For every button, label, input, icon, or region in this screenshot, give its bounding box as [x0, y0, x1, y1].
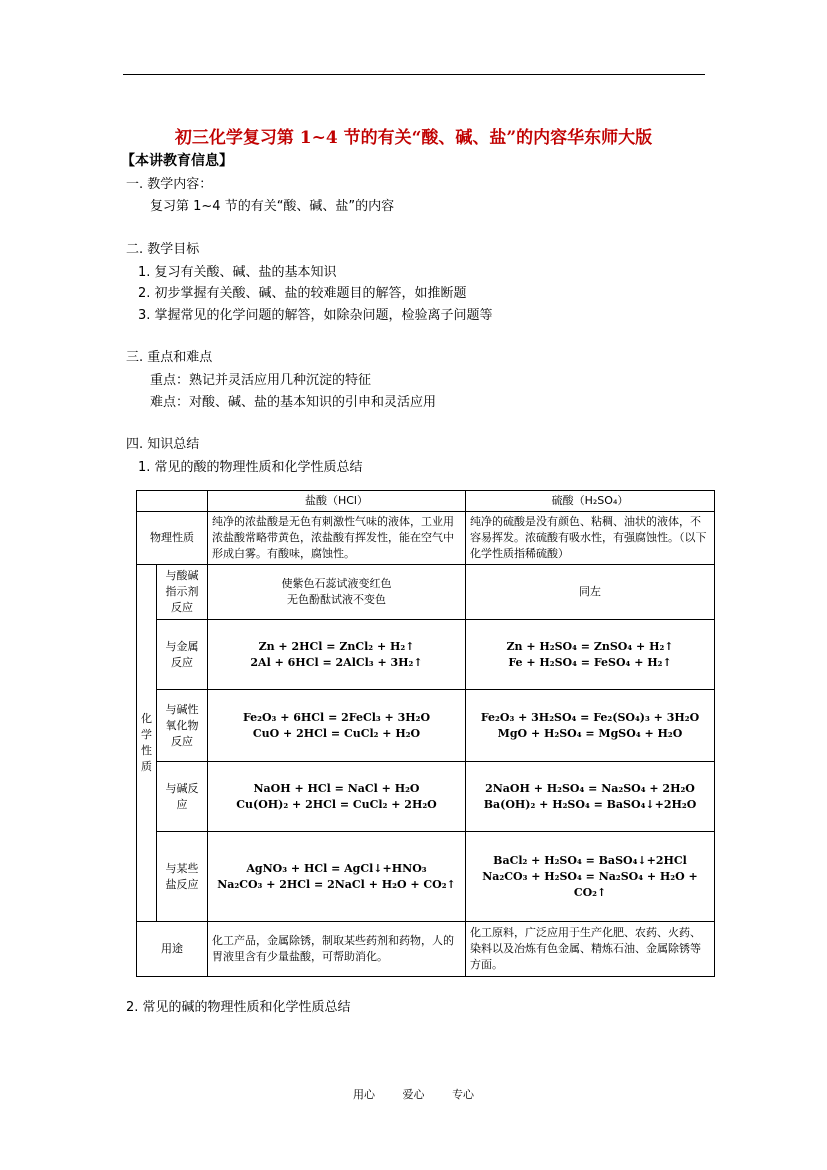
- document-title: 初三化学复习第 1~4 节的有关“酸、碱、盐”的内容华东师大版: [174, 128, 653, 148]
- use-label: 用途: [137, 922, 208, 977]
- equation: BaCl₂ + H₂SO₄ = BaSO₄↓+2HCl: [493, 853, 687, 867]
- equation: Cu(OH)₂ + 2HCl = CuCl₂ + 2H₂O: [236, 797, 437, 811]
- physical-property-h2so4: 纯净的硫酸是没有颜色、粘稠、油状的液体，不容易挥发。浓硫酸有吸水性，有强腐蚀性。（以下化学性质指稀硫酸）: [466, 512, 715, 565]
- section-1-heading: 一. 教学内容：: [126, 177, 213, 192]
- column-header-hcl: 盐酸（HCl）: [208, 491, 466, 512]
- equation: Na₂CO₃ + H₂SO₄ = Na₂SO₄ + H₂O + CO₂↑: [482, 869, 698, 899]
- column-header-h2so4: 硫酸（H₂SO₄）: [466, 491, 715, 512]
- objective-item: 2. 初步掌握有关酸、碱、盐的较难题目的解答，如推断题: [138, 286, 467, 301]
- difficult-point: 难点：对酸、碱、盐的基本知识的引申和灵活应用: [150, 395, 437, 410]
- row-label-metal: 与金属反应: [157, 620, 208, 690]
- equation: Na₂CO₃ + 2HCl = 2NaCl + H₂O + CO₂↑: [217, 877, 456, 891]
- oxide-hcl: [208, 690, 466, 762]
- oxide-h2so4: [466, 690, 715, 762]
- indicator-hcl-line: 使紫色石蕊试液变红色: [281, 577, 392, 590]
- equation: NaOH + HCl = NaCl + H₂O: [253, 781, 420, 795]
- salt-h2so4: [466, 832, 715, 922]
- metal-hcl: [208, 620, 466, 690]
- acid-properties-table: [136, 490, 715, 977]
- equation: Zn + 2HCl = ZnCl₂ + H₂↑: [258, 639, 415, 653]
- footer-text: 专心: [452, 1088, 474, 1101]
- indicator-h2so4: 同左: [466, 565, 715, 620]
- equation: Fe + H₂SO₄ = FeSO₄ + H₂↑: [508, 655, 672, 669]
- salt-hcl: [208, 832, 466, 922]
- equation: 2NaOH + H₂SO₄ = Na₂SO₄ + 2H₂O: [485, 781, 695, 795]
- physical-property-hcl: 纯净的浓盐酸是无色有刺激性气味的液体，工业用浓盐酸常略带黄色，浓盐酸有挥发性，能在空气中形成白雾。有酸味，腐蚀性。: [208, 512, 466, 565]
- equation: MgO + H₂SO₄ = MgSO₄ + H₂O: [497, 726, 683, 740]
- chemical-property-label: 化学性质: [137, 565, 157, 922]
- section-3-heading: 三. 重点和难点: [126, 350, 213, 365]
- equation: Zn + H₂SO₄ = ZnSO₄ + H₂↑: [506, 639, 674, 653]
- row-label-oxide: 与碱性氧化物反应: [157, 690, 208, 762]
- row-label-base: 与碱反应: [157, 762, 208, 832]
- header-rule: [123, 74, 705, 75]
- row-label-salt: 与某些盐反应: [157, 832, 208, 922]
- page-footer: [0, 1086, 827, 1102]
- indicator-hcl: [208, 565, 466, 620]
- key-point: 重点：熟记并灵活应用几种沉淀的特征: [150, 373, 372, 388]
- base-hcl: [208, 762, 466, 832]
- section-2-heading: 二. 教学目标: [126, 242, 200, 257]
- equation: 2Al + 6HCl = 2AlCl₃ + 3H₂↑: [250, 655, 423, 669]
- section-4-sub1: 1. 常见的酸的物理性质和化学性质总结: [138, 460, 363, 475]
- section-4-sub2: 2. 常见的碱的物理性质和化学性质总结: [126, 1000, 351, 1015]
- footer-text: 用心: [353, 1088, 375, 1101]
- base-h2so4: [466, 762, 715, 832]
- info-header: 【本讲教育信息】: [121, 153, 233, 169]
- equation: Fe₂O₃ + 3H₂SO₄ = Fe₂(SO₄)₃ + 3H₂O: [480, 710, 700, 724]
- metal-h2so4: [466, 620, 715, 690]
- equation: Ba(OH)₂ + H₂SO₄ = BaSO₄↓+2H₂O: [483, 797, 697, 811]
- footer-text: 爱心: [402, 1088, 425, 1101]
- equation: Fe₂O₃ + 6HCl = 2FeCl₃ + 3H₂O: [242, 710, 431, 724]
- use-h2so4: 化工原料，广泛应用于生产化肥、农药、火药、染料以及冶炼有色金属、精炼石油、金属除锈等方面。: [466, 922, 715, 977]
- objective-item: 3. 掌握常见的化学问题的解答，如除杂问题，检验离子问题等: [138, 308, 493, 323]
- physical-property-label: 物理性质: [137, 512, 208, 565]
- section-4-heading: 四. 知识总结: [126, 437, 200, 452]
- indicator-hcl-line: 无色酚酞试液不变色: [287, 593, 386, 606]
- use-hcl: 化工产品，金属除锈，制取某些药剂和药物，人的胃液里含有少量盐酸，可帮助消化。: [208, 922, 466, 977]
- equation: AgNO₃ + HCl = AgCl↓+HNO₃: [246, 861, 427, 875]
- equation: CuO + 2HCl = CuCl₂ + H₂O: [252, 726, 421, 740]
- row-label-indicator: 与酸碱指示剂反应: [157, 565, 208, 620]
- table-corner-cell: [137, 491, 208, 512]
- section-1-content: 复习第 1~4 节的有关“酸、碱、盐”的内容: [150, 199, 395, 214]
- objective-item: 1. 复习有关酸、碱、盐的基本知识: [138, 265, 337, 280]
